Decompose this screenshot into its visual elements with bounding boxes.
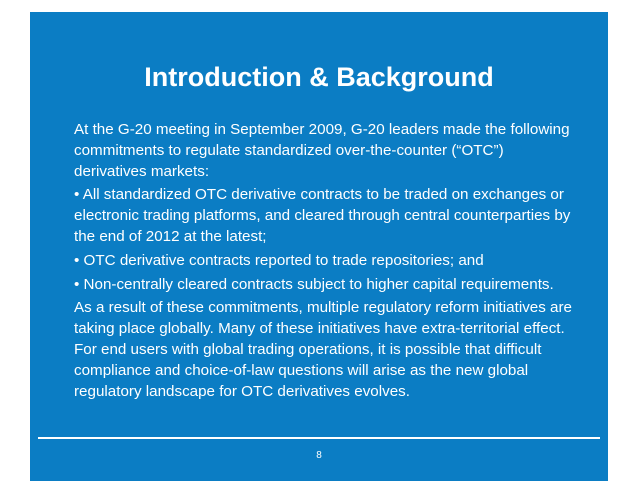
- conclusion-paragraph: As a result of these commitments, multiple regulatory reform initiatives are taking place globally. Many of these initiatives have extra-territorial effect. For end users with global trading operations, it is possible that difficult compliance and choice-of-law questions will arise as the new global regulatory landscape for OTC derivatives evolves.: [74, 299, 572, 400]
- bullet-item: • OTC derivative contracts reported to trade repositories; and: [74, 251, 484, 269]
- slide-body: [74, 120, 574, 405]
- page-number: 8: [316, 450, 322, 461]
- slide: [30, 12, 608, 481]
- bullet-item: • All standardized OTC derivative contracts to be traded on exchanges or electronic trading platforms, and cleared through central counterparties by the end of 2012 at the latest;: [74, 186, 571, 245]
- bullet-item: • Non-centrally cleared contracts subject to higher capital requirements.: [74, 275, 554, 293]
- slide-title: Introduction & Background: [144, 62, 494, 92]
- footer-divider: [38, 437, 600, 439]
- intro-paragraph: At the G-20 meeting in September 2009, G-20 leaders made the following commitments to regulate standardized over-the-counter (“OTC”) derivatives markets:: [74, 121, 570, 180]
